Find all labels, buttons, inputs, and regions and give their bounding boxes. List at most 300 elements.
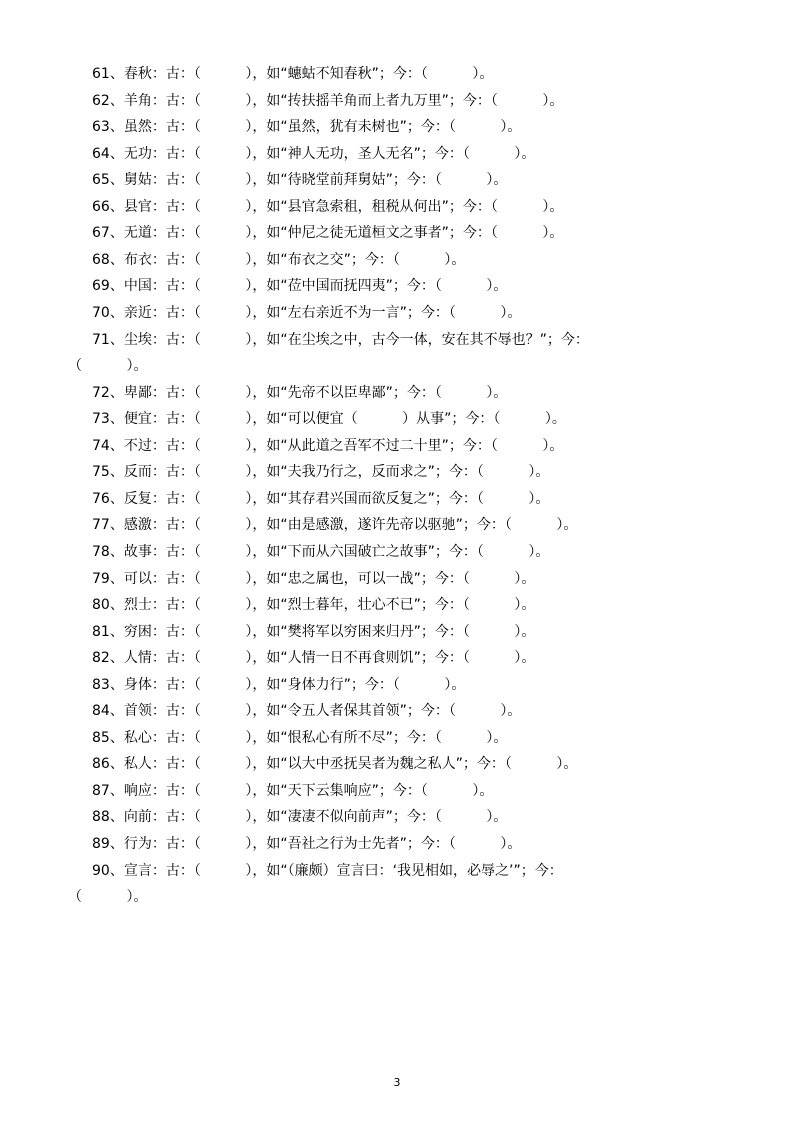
ancient-blank: （ ） xyxy=(193,305,253,321)
close-quote: ” xyxy=(513,862,521,879)
ancient-label: 古： xyxy=(165,225,194,242)
ancient-label: 古： xyxy=(165,623,194,640)
ancient-blank: （ ） xyxy=(193,92,253,109)
example-sentence: 从此道之吾军不过二十里 xyxy=(287,437,442,454)
item-number: 90 xyxy=(92,862,110,879)
close-quote: ” xyxy=(444,411,452,428)
colon: ： xyxy=(151,809,166,826)
separator: 、 xyxy=(109,729,124,746)
modern-label: ；今： xyxy=(434,490,477,507)
example-sentence: 其存君兴国而欲反复之 xyxy=(287,490,428,507)
item-word: 穷困 xyxy=(123,623,152,640)
example-sentence: 忠之属也，可以一战 xyxy=(287,570,414,587)
exercise-item xyxy=(0,571,794,587)
separator: 、 xyxy=(109,331,124,348)
like-label: ，如 xyxy=(252,597,281,613)
example-sentence: 以大中丞抚吴者为魏之私人 xyxy=(287,756,456,773)
line-end: 。 xyxy=(133,358,148,375)
line-end: 。 xyxy=(549,198,564,215)
separator: 、 xyxy=(109,384,124,401)
modern-label: ；今： xyxy=(448,198,491,215)
separator: 、 xyxy=(109,92,124,109)
modern-label: ；今： xyxy=(392,729,435,746)
colon: ： xyxy=(151,384,166,401)
ancient-label: 古： xyxy=(165,437,194,454)
separator: 、 xyxy=(109,756,124,773)
separator: 、 xyxy=(109,676,124,693)
example-sentence: 烈士暮年，壮心不已 xyxy=(287,597,414,613)
ancient-blank: （ ） xyxy=(193,464,253,481)
ancient-label: 古： xyxy=(165,835,194,852)
ancient-blank: （ ） xyxy=(193,225,253,242)
like-label: ，如 xyxy=(252,543,281,560)
item-number: 79 xyxy=(92,570,110,587)
colon: ： xyxy=(151,305,166,321)
modern-blank[interactable]: （ ） xyxy=(68,358,134,375)
close-quote: ” xyxy=(343,251,351,268)
close-quote: ” xyxy=(413,597,421,613)
open-quote: “ xyxy=(280,119,288,136)
close-quote: ” xyxy=(441,198,449,215)
item-number: 73 xyxy=(92,411,110,428)
modern-blank[interactable]: （ ） xyxy=(448,703,508,720)
like-label: ，如 xyxy=(252,809,281,826)
ancient-label: 古： xyxy=(165,66,194,82)
open-quote: “ xyxy=(280,278,288,295)
open-quote: “ xyxy=(280,543,288,560)
open-quote: “ xyxy=(280,251,288,268)
modern-label: ；今： xyxy=(378,782,421,799)
open-quote: “ xyxy=(280,703,288,720)
modern-blank[interactable]: （ ） xyxy=(462,597,522,613)
example-sentence: 县官急索租，租税从何出 xyxy=(287,198,442,215)
line-end: 。 xyxy=(549,92,564,109)
item-number: 72 xyxy=(92,384,110,401)
separator: 、 xyxy=(109,862,124,879)
modern-blank[interactable]: （ ） xyxy=(490,437,550,454)
line-end: 。 xyxy=(507,305,522,321)
colon: ： xyxy=(151,66,166,82)
exercise-item xyxy=(0,730,794,746)
colon: ： xyxy=(151,490,166,507)
separator: 、 xyxy=(109,411,124,428)
example-sentence: 吾社之行为士先者 xyxy=(287,835,400,852)
line-end: 。 xyxy=(451,251,466,268)
modern-label: ；今： xyxy=(462,756,505,773)
line-end: 。 xyxy=(493,729,508,746)
example-sentence: 待晓堂前拜舅姑 xyxy=(287,172,386,189)
example-sentence: 夫我乃行之，反而求之 xyxy=(287,464,428,481)
item-word: 春秋 xyxy=(123,66,152,82)
close-quote: ” xyxy=(399,119,407,136)
item-number: 88 xyxy=(92,809,110,826)
ancient-blank: （ ） xyxy=(193,251,253,268)
like-label: ，如 xyxy=(252,278,281,295)
open-quote: “ xyxy=(280,411,288,428)
separator: 、 xyxy=(109,251,124,268)
exercise-item xyxy=(0,146,794,162)
exercise-item xyxy=(0,863,794,879)
example-sentence: 天下云集响应 xyxy=(287,782,372,799)
like-label: ，如 xyxy=(252,305,281,321)
item-number: 81 xyxy=(92,623,110,640)
ancient-label: 古： xyxy=(165,411,194,428)
exercise-item xyxy=(0,836,794,852)
line-end: 。 xyxy=(493,384,508,401)
separator: 、 xyxy=(109,490,124,507)
item-number: 89 xyxy=(92,835,110,852)
like-label: ，如 xyxy=(252,66,281,82)
like-label: ，如 xyxy=(252,570,281,587)
close-quote: ” xyxy=(427,464,435,481)
like-label: ，如 xyxy=(252,92,281,109)
item-number: 86 xyxy=(92,756,110,773)
modern-label: ；今： xyxy=(420,650,463,667)
item-number: 74 xyxy=(92,437,110,454)
item-word: 感激 xyxy=(123,517,152,534)
ancient-label: 古： xyxy=(165,278,194,295)
separator: 、 xyxy=(109,597,124,613)
open-quote: “ xyxy=(280,92,288,109)
item-number: 66 xyxy=(92,198,110,215)
example-sentence: 左右亲近不为一言 xyxy=(287,305,400,321)
line-end: 。 xyxy=(493,172,508,189)
exercise-item xyxy=(0,411,794,427)
separator: 、 xyxy=(109,172,124,189)
modern-blank[interactable]: （ ） xyxy=(504,517,564,534)
ancient-label: 古： xyxy=(165,384,194,401)
colon: ： xyxy=(151,464,166,481)
line-end: 。 xyxy=(521,597,536,613)
line-end: 。 xyxy=(549,225,564,242)
item-word: 亲近 xyxy=(123,305,152,321)
like-label: ，如 xyxy=(252,384,281,401)
item-number: 68 xyxy=(92,251,110,268)
colon: ： xyxy=(151,411,166,428)
open-quote: “ xyxy=(280,331,288,348)
item-word: 县官 xyxy=(123,198,152,215)
colon: ： xyxy=(151,862,166,879)
item-number: 63 xyxy=(92,119,110,136)
modern-blank[interactable]: （ ） xyxy=(490,198,550,215)
colon: ： xyxy=(151,782,166,799)
close-quote: ” xyxy=(413,145,421,162)
close-quote: ” xyxy=(413,570,421,587)
example-sentence: 身体力行 xyxy=(287,676,344,693)
line-end: 。 xyxy=(535,464,550,481)
item-number: 84 xyxy=(92,703,110,720)
colon: ： xyxy=(151,543,166,560)
close-quote: ” xyxy=(385,729,393,746)
modern-blank[interactable]: （ ） xyxy=(504,756,564,773)
item-number: 82 xyxy=(92,650,110,667)
open-quote: “ xyxy=(280,145,288,162)
example-sentence: 先帝不以臣卑鄙 xyxy=(287,384,386,401)
ancient-label: 古： xyxy=(165,331,194,348)
close-quote: ” xyxy=(385,809,393,826)
item-word: 无功 xyxy=(123,145,152,162)
open-quote: “ xyxy=(280,597,288,613)
ancient-label: 古： xyxy=(165,756,194,773)
ancient-label: 古： xyxy=(165,650,194,667)
ancient-blank: （ ） xyxy=(193,172,253,189)
ancient-blank: （ ） xyxy=(193,278,253,295)
exercise-item xyxy=(0,199,794,215)
ancient-label: 古： xyxy=(165,464,194,481)
like-label: ，如 xyxy=(252,198,281,215)
ancient-label: 古： xyxy=(165,862,194,879)
close-quote: ” xyxy=(385,172,393,189)
colon: ： xyxy=(151,145,166,162)
exercise-item xyxy=(0,624,794,640)
modern-blank[interactable]: （ ） xyxy=(392,676,452,693)
ancient-blank: （ ） xyxy=(193,198,253,215)
item-word: 布衣 xyxy=(123,251,152,268)
modern-blank[interactable]: （ ） xyxy=(434,172,494,189)
close-quote: ” xyxy=(455,517,463,534)
open-quote: “ xyxy=(280,66,288,82)
like-label: ，如 xyxy=(252,676,281,693)
modern-blank[interactable]: （ ） xyxy=(462,623,522,640)
modern-blank[interactable]: （ ） xyxy=(420,782,480,799)
modern-label: ；今： xyxy=(420,570,463,587)
ancient-label: 古： xyxy=(165,809,194,826)
open-quote: “ xyxy=(280,305,288,321)
modern-label: ；今： xyxy=(546,331,589,348)
item-number: 76 xyxy=(92,490,110,507)
modern-blank[interactable]: （ ） xyxy=(476,543,536,560)
open-quote: “ xyxy=(280,623,288,640)
example-sentence: 布衣之交 xyxy=(287,251,344,268)
close-quote: ” xyxy=(441,92,449,109)
separator: 、 xyxy=(109,570,124,587)
line-end: 。 xyxy=(507,703,522,720)
ancient-blank: （ ） xyxy=(193,809,253,826)
modern-label: ；今： xyxy=(350,676,393,693)
ancient-label: 古： xyxy=(165,490,194,507)
modern-blank[interactable]: （ ） xyxy=(490,92,550,109)
ancient-blank: （ ） xyxy=(193,862,253,879)
like-label: ，如 xyxy=(252,145,281,162)
item-word: 向前 xyxy=(123,809,152,826)
modern-blank[interactable]: （ ） xyxy=(420,66,480,82)
item-number: 83 xyxy=(92,676,110,693)
item-number: 64 xyxy=(92,145,110,162)
separator: 、 xyxy=(109,198,124,215)
ancient-blank: （ ） xyxy=(193,145,253,162)
exercise-item xyxy=(0,517,794,533)
exercise-item xyxy=(0,783,794,799)
modern-blank[interactable]: （ ） xyxy=(434,384,494,401)
item-word: 羊角 xyxy=(123,92,152,109)
item-number: 61 xyxy=(92,66,110,82)
exercise-item xyxy=(0,491,794,507)
modern-label: ；今： xyxy=(448,92,491,109)
example-sentence: 樊将军以穷困来归丹 xyxy=(287,623,414,640)
ancient-label: 古： xyxy=(165,570,194,587)
item-word: 烈士 xyxy=(123,597,152,613)
open-quote: “ xyxy=(280,198,288,215)
like-label: ，如 xyxy=(252,225,281,242)
ancient-blank: （ ） xyxy=(193,384,253,401)
separator: 、 xyxy=(109,517,124,534)
exercise-item xyxy=(0,93,794,109)
colon: ： xyxy=(151,225,166,242)
item-word: 反复 xyxy=(123,490,152,507)
colon: ： xyxy=(151,676,166,693)
exercise-item xyxy=(0,756,794,772)
close-quote: ” xyxy=(399,703,407,720)
item-number: 69 xyxy=(92,278,110,295)
ancient-blank: （ ） xyxy=(193,782,253,799)
item-number: 80 xyxy=(92,597,110,613)
modern-blank[interactable]: （ ） xyxy=(476,490,536,507)
separator: 、 xyxy=(109,66,124,82)
modern-label: ；今： xyxy=(406,305,449,321)
item-word: 舅姑 xyxy=(123,172,152,189)
exercise-item xyxy=(0,305,794,321)
ancient-label: 古： xyxy=(165,703,194,720)
ancient-blank: （ ） xyxy=(193,729,253,746)
open-quote: “ xyxy=(280,729,288,746)
modern-label: ；今： xyxy=(392,384,435,401)
ancient-label: 古： xyxy=(165,517,194,534)
modern-blank[interactable]: （ ） xyxy=(490,225,550,242)
exercise-item xyxy=(0,544,794,560)
ancient-blank: （ ） xyxy=(193,411,253,428)
ancient-label: 古： xyxy=(165,543,194,560)
open-quote: “ xyxy=(280,517,288,534)
ancient-label: 古： xyxy=(165,597,194,613)
ancient-blank: （ ） xyxy=(193,517,253,534)
modern-blank[interactable]: （ ） xyxy=(476,464,536,481)
like-label: ，如 xyxy=(252,331,281,348)
ancient-blank: （ ） xyxy=(193,650,253,667)
close-quote: ” xyxy=(441,437,449,454)
ancient-blank: （ ） xyxy=(193,437,253,454)
ancient-blank: （ ） xyxy=(193,756,253,773)
exercise-item xyxy=(0,332,794,348)
modern-label: ；今： xyxy=(420,597,463,613)
modern-blank[interactable]: （ ） xyxy=(448,119,508,136)
like-label: ，如 xyxy=(252,517,281,534)
open-quote: “ xyxy=(280,172,288,189)
line-end: 。 xyxy=(451,676,466,693)
separator: 、 xyxy=(109,809,124,826)
exercise-item xyxy=(0,438,794,454)
modern-blank[interactable]: （ ） xyxy=(434,809,494,826)
exercise-item xyxy=(0,119,794,135)
exercise-item xyxy=(0,650,794,666)
open-quote: “ xyxy=(280,835,288,852)
example-sentence: 恨私心有所不尽 xyxy=(287,729,386,746)
like-label: ，如 xyxy=(252,437,281,454)
separator: 、 xyxy=(109,650,124,667)
line-end: 。 xyxy=(563,517,578,534)
like-label: ，如 xyxy=(252,623,281,640)
open-quote: “ xyxy=(280,782,288,799)
separator: 、 xyxy=(109,543,124,560)
close-quote: ” xyxy=(413,650,421,667)
ancient-label: 古： xyxy=(165,782,194,799)
modern-label: ；今： xyxy=(420,623,463,640)
line-end: 。 xyxy=(133,889,148,905)
modern-blank[interactable]: （ ） xyxy=(448,305,508,321)
ancient-blank: （ ） xyxy=(193,331,253,348)
modern-label: ；今： xyxy=(434,464,477,481)
colon: ： xyxy=(151,172,166,189)
modern-label: ；今： xyxy=(392,809,435,826)
colon: ： xyxy=(151,251,166,268)
example-sentence: 令五人者保其首领 xyxy=(287,703,400,720)
colon: ： xyxy=(151,623,166,640)
colon: ： xyxy=(151,331,166,348)
line-end: 。 xyxy=(493,809,508,826)
exercise-item xyxy=(0,66,794,82)
item-number: 85 xyxy=(92,729,110,746)
ancient-label: 古： xyxy=(165,172,194,189)
like-label: ，如 xyxy=(252,703,281,720)
modern-blank[interactable]: （ ） xyxy=(448,835,508,852)
colon: ： xyxy=(151,198,166,215)
colon: ： xyxy=(151,570,166,587)
like-label: ，如 xyxy=(252,251,281,268)
close-quote: ” xyxy=(371,782,379,799)
like-label: ，如 xyxy=(252,464,281,481)
open-quote: “ xyxy=(280,570,288,587)
modern-blank[interactable]: （ ） xyxy=(434,729,494,746)
line-end: 。 xyxy=(521,145,536,162)
modern-blank[interactable]: （ ） xyxy=(68,889,134,905)
close-quote: ” xyxy=(371,66,379,82)
ancient-blank: （ ） xyxy=(193,676,253,693)
line-end: 。 xyxy=(479,66,494,82)
modern-label: ；今： xyxy=(451,411,494,428)
item-number: 70 xyxy=(92,305,110,321)
separator: 、 xyxy=(109,145,124,162)
item-word: 可以 xyxy=(123,570,152,587)
modern-blank[interactable]: （ ） xyxy=(462,650,522,667)
modern-blank[interactable]: （ ） xyxy=(434,278,494,295)
modern-label: ；今： xyxy=(448,225,491,242)
like-label: ，如 xyxy=(252,729,281,746)
like-label: ，如 xyxy=(252,835,281,852)
item-word: 中国 xyxy=(123,278,152,295)
item-word: 无道 xyxy=(123,225,152,242)
exercise-item-continuation xyxy=(0,889,794,905)
ancient-blank: （ ） xyxy=(193,835,253,852)
line-end: 。 xyxy=(493,278,508,295)
separator: 、 xyxy=(109,437,124,454)
like-label: ，如 xyxy=(252,411,281,428)
item-number: 75 xyxy=(92,464,110,481)
separator: 、 xyxy=(109,225,124,242)
example-sentence: 蟪蛄不知春秋 xyxy=(287,66,372,82)
like-label: ，如 xyxy=(252,782,281,799)
exercise-item xyxy=(0,172,794,188)
modern-blank[interactable]: （ ） xyxy=(462,145,522,162)
ancient-blank: （ ） xyxy=(193,703,253,720)
exercise-item xyxy=(0,677,794,693)
modern-blank[interactable]: （ ） xyxy=(493,411,552,428)
modern-blank[interactable]: （ ） xyxy=(462,570,522,587)
item-word: 不过 xyxy=(123,437,152,454)
exercise-item xyxy=(0,809,794,825)
line-end: 。 xyxy=(535,490,550,507)
ancient-label: 古： xyxy=(165,729,194,746)
modern-blank[interactable]: （ ） xyxy=(392,251,452,268)
modern-label: ；今： xyxy=(406,835,449,852)
